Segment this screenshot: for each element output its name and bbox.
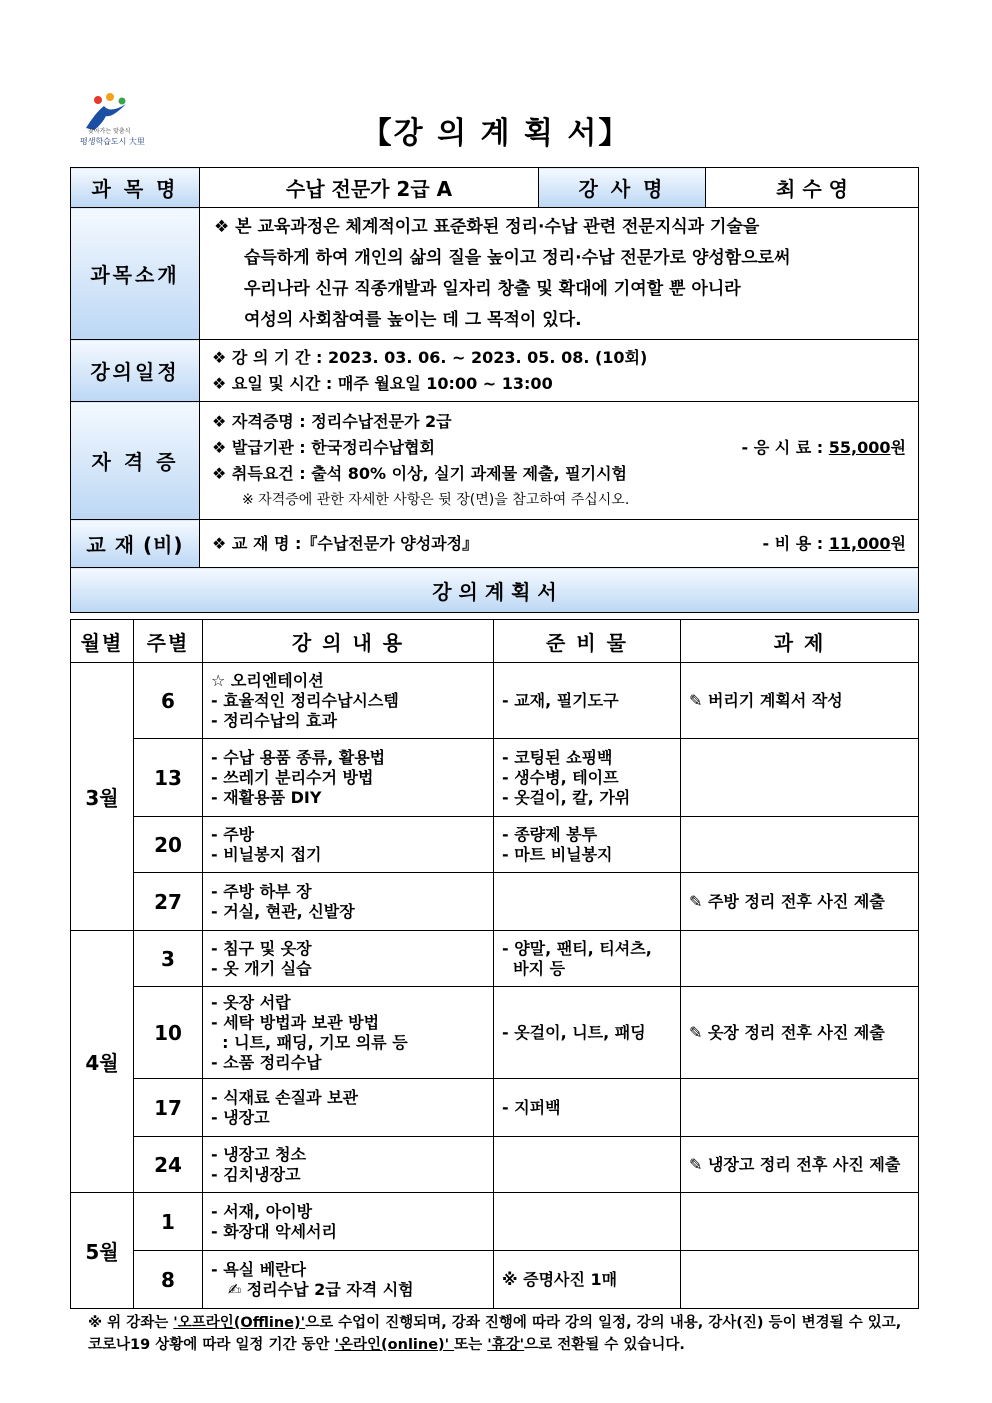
intro-line: 우리나라 신규 직종개발과 일자리 창출 및 확대에 기여할 뿐 아니라: [244, 278, 741, 299]
supplies-cell: [494, 931, 681, 987]
week-cell: 1: [134, 1193, 203, 1251]
schedule-label: 강의일정: [71, 340, 200, 402]
content-cell: [203, 1251, 494, 1309]
plan-row: [71, 1079, 919, 1137]
content-line: - 옷장 서랍: [211, 992, 291, 1012]
footer-closure: '휴강': [487, 1337, 525, 1353]
header-supplies: 준 비 물: [494, 620, 681, 663]
cert-text: [200, 402, 919, 520]
header-month: 월별: [71, 620, 134, 663]
plan-row: [71, 1251, 919, 1309]
intro-line: 여성의 사회참여를 높이는 데 그 목적이 있다.: [244, 309, 582, 330]
cert-issuer-row: [212, 435, 906, 461]
cert-issuer: ❖ 발급기관 : 한국정리수납협회: [212, 437, 435, 457]
content-cell: [203, 1193, 494, 1251]
content-cell: [203, 739, 494, 817]
teacher-value: 최 수 영: [706, 168, 919, 208]
content-cell: [203, 873, 494, 931]
footer-text: ※ 위 강좌는: [88, 1315, 174, 1331]
task-cell: [681, 817, 919, 873]
book-name: ❖ 교 재 명 :『수납전문가 양성과정』: [212, 533, 479, 553]
supplies-cell: [494, 1251, 681, 1309]
content-line: - 욕실 베란다: [211, 1259, 307, 1279]
content-cell: [203, 1079, 494, 1137]
month-cell: 5월: [71, 1193, 134, 1309]
content-cell: [203, 663, 494, 739]
header-week: 주별: [134, 620, 203, 663]
content-line: - 화장대 악세서리: [211, 1221, 337, 1241]
teacher-label: 강 사 명: [539, 168, 706, 208]
content-cell: [203, 931, 494, 987]
task-cell: [681, 739, 919, 817]
header-task: 과 제: [681, 620, 919, 663]
content-cell: [203, 1137, 494, 1193]
week-cell: 6: [134, 663, 203, 739]
content-line: - 침구 및 옷장: [211, 938, 312, 958]
content-cell: [203, 817, 494, 873]
content-line: - 식재료 손질과 보관: [211, 1087, 358, 1107]
footer-note: [88, 1312, 908, 1356]
footer-text: 또는: [454, 1337, 488, 1353]
plan-body: [71, 663, 919, 1309]
plan-row: [71, 987, 919, 1079]
logo-name: 평생학습도시 大里: [80, 137, 145, 146]
cert-fee-label: - 응 시 료 :: [741, 437, 829, 457]
content-line: - 서재, 아이방: [211, 1201, 313, 1221]
schedule-time: ❖ 요일 및 시간 : 매주 월요일 10:00 ~ 13:00: [212, 373, 553, 393]
logo-tagline: 찾아가는 맞춤식: [88, 128, 131, 135]
week-cell: 27: [134, 873, 203, 931]
cert-fee-unit: 원: [890, 437, 906, 457]
content-line: - 세탁 방법과 보관 방법: [211, 1012, 380, 1032]
supplies-cell: [494, 663, 681, 739]
subject-label: 과 목 명: [71, 168, 200, 208]
content-line: ✍ 정리수납 2급 자격 시험: [211, 1279, 414, 1299]
supplies-line: - 교재, 필기도구: [502, 690, 619, 710]
page-title: 【강 의 계 획 서】: [361, 116, 631, 151]
content-line: - 쓰레기 분리수거 방법: [211, 767, 374, 787]
footer-text: 으로 수업이 진행되며, 강좌 진행에 따라 강의 일정, 강의 내용, 강사(진) 등이 변경될 수 있고, 코로나19 상황에 따라 일정 기간 동안: [88, 1315, 902, 1353]
supplies-cell: [494, 987, 681, 1079]
footer-online: '온라인(online)': [334, 1337, 455, 1353]
cert-note: ※ 자격증에 관한 자세한 사항은 뒷 장(면)을 참고하여 주십시오.: [242, 491, 630, 508]
plan-table: [70, 619, 919, 1309]
intro-line: ❖ 본 교육과정은 체계적이고 표준화된 정리·수납 관련 전문지식과 기술을: [214, 216, 760, 237]
book-label: 교 재 (비): [71, 520, 200, 568]
info-table: [70, 167, 919, 613]
supplies-line: - 옷걸이, 니트, 패딩: [502, 1022, 646, 1042]
content-line: - 냉장고 청소: [211, 1144, 307, 1164]
content-line: - 비닐봉지 접기: [211, 844, 322, 864]
week-cell: 20: [134, 817, 203, 873]
content-line: - 소품 정리수납: [211, 1052, 322, 1072]
supplies-cell: [494, 1137, 681, 1193]
plan-row: [71, 873, 919, 931]
book-fee-unit: 원: [890, 533, 906, 553]
content-line: ☆ 오리엔테이션: [211, 670, 324, 690]
supplies-line: - 종량제 봉투: [502, 824, 598, 844]
supplies-line: - 코팅된 쇼핑백: [502, 747, 613, 767]
supplies-line: - 양말, 팬티, 티셔츠,: [502, 938, 652, 958]
plan-row: [71, 1137, 919, 1193]
content-line: - 거실, 현관, 신발장: [211, 901, 355, 921]
week-cell: 8: [134, 1251, 203, 1309]
task-cell: [681, 931, 919, 987]
content-line: - 주방: [211, 824, 255, 844]
plan-banner: 강 의 계 획 서: [71, 568, 919, 613]
week-cell: 13: [134, 739, 203, 817]
plan-row: [71, 817, 919, 873]
supplies-cell: [494, 1193, 681, 1251]
intro-text: [200, 208, 919, 340]
subject-value: 수납 전문가 2급 A: [200, 168, 539, 208]
supplies-cell: [494, 817, 681, 873]
schedule-period: ❖ 강 의 기 간 : 2023. 03. 06. ~ 2023. 05. 08. (10회): [212, 347, 648, 367]
plan-row: [71, 1193, 919, 1251]
week-cell: 17: [134, 1079, 203, 1137]
content-line: - 재활용품 DIY: [211, 787, 322, 807]
supplies-cell: [494, 1079, 681, 1137]
cert-requirement: ❖ 취득요건 : 출석 80% 이상, 실기 과제물 제출, 필기시험: [212, 463, 627, 483]
content-line: - 옷 개기 실습: [211, 958, 312, 978]
schedule-text: [200, 340, 919, 402]
task-cell: [681, 1251, 919, 1309]
footer-offline: '오프라인(Offline)': [173, 1315, 306, 1331]
header-content: 강 의 내 용: [203, 620, 494, 663]
task-cell: [681, 1079, 919, 1137]
intro-line: 습득하게 하여 개인의 삶의 질을 높이고 정리·수납 전문가로 양성함으로써: [244, 247, 791, 268]
supplies-line: - 옷걸이, 칼, 가위: [502, 787, 631, 807]
supplies-cell: [494, 739, 681, 817]
task-cell: ✎ 옷장 정리 전후 사진 제출: [681, 987, 919, 1079]
content-cell: [203, 987, 494, 1079]
content-line: - 수납 용품 종류, 활용법: [211, 747, 386, 767]
content-line: - 정리수납의 효과: [211, 710, 337, 730]
week-cell: 10: [134, 987, 203, 1079]
supplies-line: - 생수병, 테이프: [502, 767, 619, 787]
content-line: : 니트, 패딩, 기모 의류 등: [211, 1032, 408, 1052]
supplies-line: ※ 증명사진 1매: [502, 1269, 618, 1289]
content-line: - 효율적인 정리수납시스템: [211, 690, 399, 710]
content-line: - 주방 하부 장: [211, 881, 312, 901]
week-cell: 24: [134, 1137, 203, 1193]
supplies-line: - 지퍼백: [502, 1097, 561, 1117]
intro-label: 과목소개: [71, 208, 200, 340]
month-cell: 4월: [71, 931, 134, 1193]
cert-name: ❖ 자격증명 : 정리수납전문가 2급: [212, 411, 452, 431]
supplies-line: - 마트 비닐봉지: [502, 844, 613, 864]
book-fee: 11,000: [828, 533, 891, 553]
task-cell: ✎ 냉장고 정리 전후 사진 제출: [681, 1137, 919, 1193]
cert-label: 자 격 증: [71, 402, 200, 520]
supplies-cell: [494, 873, 681, 931]
plan-row: [71, 739, 919, 817]
book-fee-label: - 비 용 :: [762, 533, 829, 553]
task-cell: ✎ 버리기 계획서 작성: [681, 663, 919, 739]
content-line: - 냉장고: [211, 1107, 270, 1127]
plan-row: [71, 931, 919, 987]
task-cell: [681, 1193, 919, 1251]
content-line: - 김치냉장고: [211, 1164, 301, 1184]
footer-text: 으로 전환될 수 있습니다.: [524, 1337, 685, 1353]
week-cell: 3: [134, 931, 203, 987]
cert-fee: 55,000: [828, 437, 891, 457]
month-cell: 3월: [71, 663, 134, 931]
plan-row: [71, 663, 919, 739]
supplies-line: 바지 등: [502, 958, 566, 978]
book-text: [200, 520, 919, 568]
task-cell: ✎ 주방 정리 전후 사진 제출: [681, 873, 919, 931]
